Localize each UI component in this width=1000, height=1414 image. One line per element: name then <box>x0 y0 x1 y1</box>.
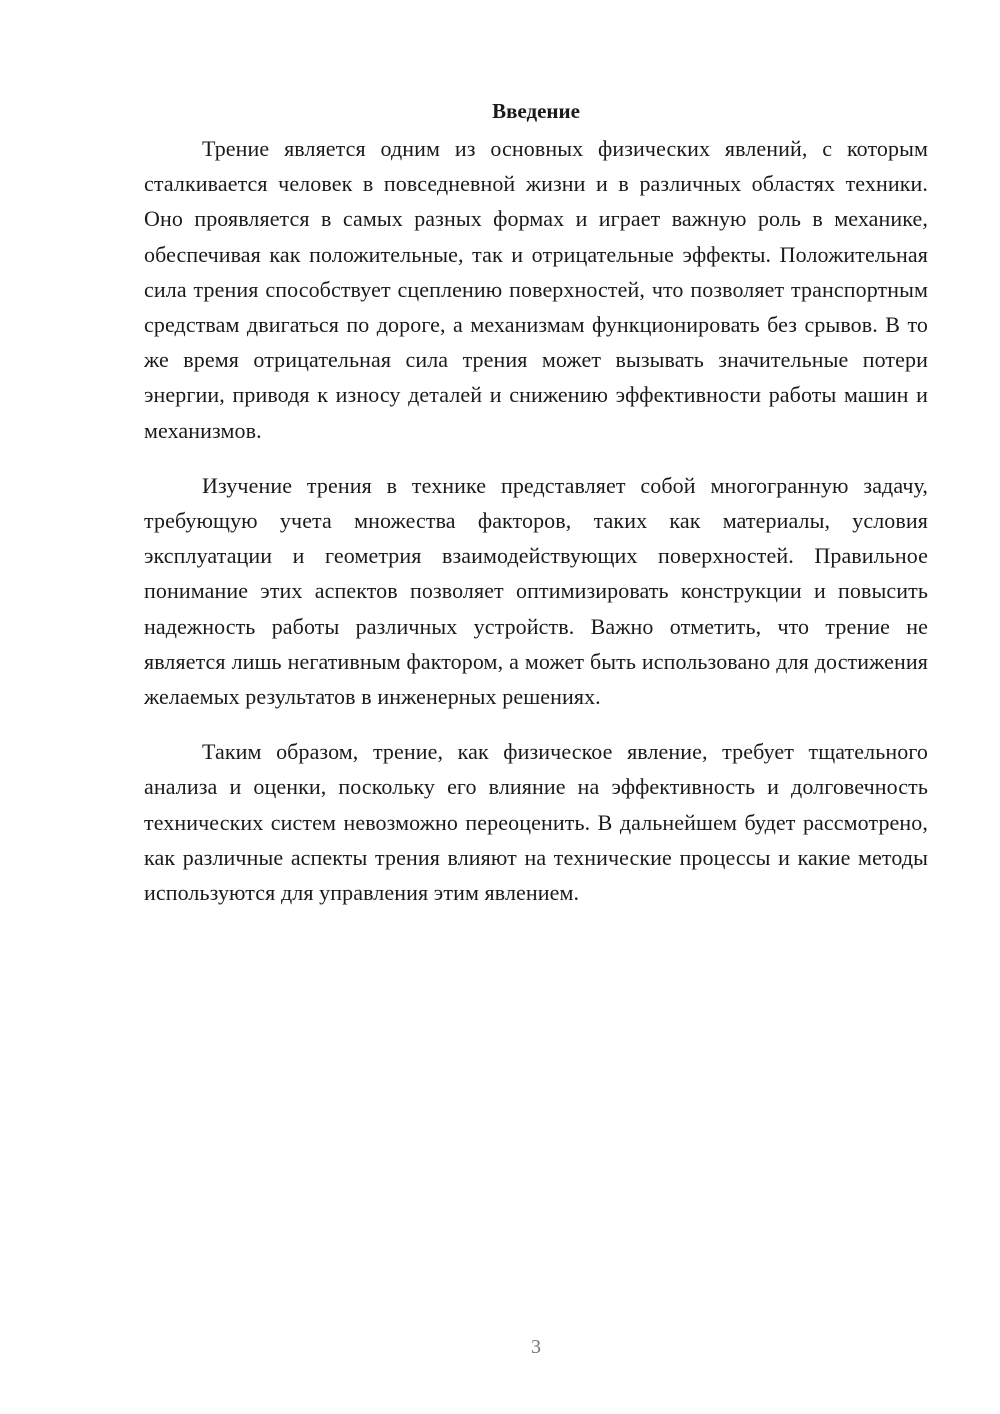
paragraph-3: Таким образом, трение, как физическое явление, требует тщательного анализа и оценки, поскольку его влияние на эффективность и долговечность технических систем невозможно переоценить. В дальнейшем будет рассмотрено, как различные аспекты трения влияют на технические процессы и какие методы используются для управления этим явлением. <box>144 739 928 906</box>
page-number: 3 <box>531 1336 541 1358</box>
page-content <box>144 96 928 930</box>
paragraph-1: Трение является одним из основных физических явлений, с которым сталкивается человек в повседневной жизни и в различных областях техники. Оно проявляется в самых разных формах и играет важную роль в механике, обеспечивая как положительные, так и отрицательные эффекты. Положительная сила трения способствует сцеплению поверхностей, что позволяет транспортным средствам двигаться по дороге, а механизмам функционировать без срывов. В то же время отрицательная сила трения может вызывать значительные потери энергии, приводя к износу деталей и снижению эффективности работы машин и механизмов. <box>144 136 928 443</box>
section-title: Введение <box>492 99 580 123</box>
paragraph-2: Изучение трения в технике представляет собой многогранную задачу, требующую учета множества факторов, таких как материалы, условия эксплуатации и геометрия взаимодействующих поверхностей. Правильное понимание этих аспектов позволяет оптимизировать конструкции и повысить надежность работы различных устройств. Важно отметить, что трение не является лишь негативным фактором, а может быть использовано для достижения желаемых результатов в инженерных решениях. <box>144 472 928 710</box>
